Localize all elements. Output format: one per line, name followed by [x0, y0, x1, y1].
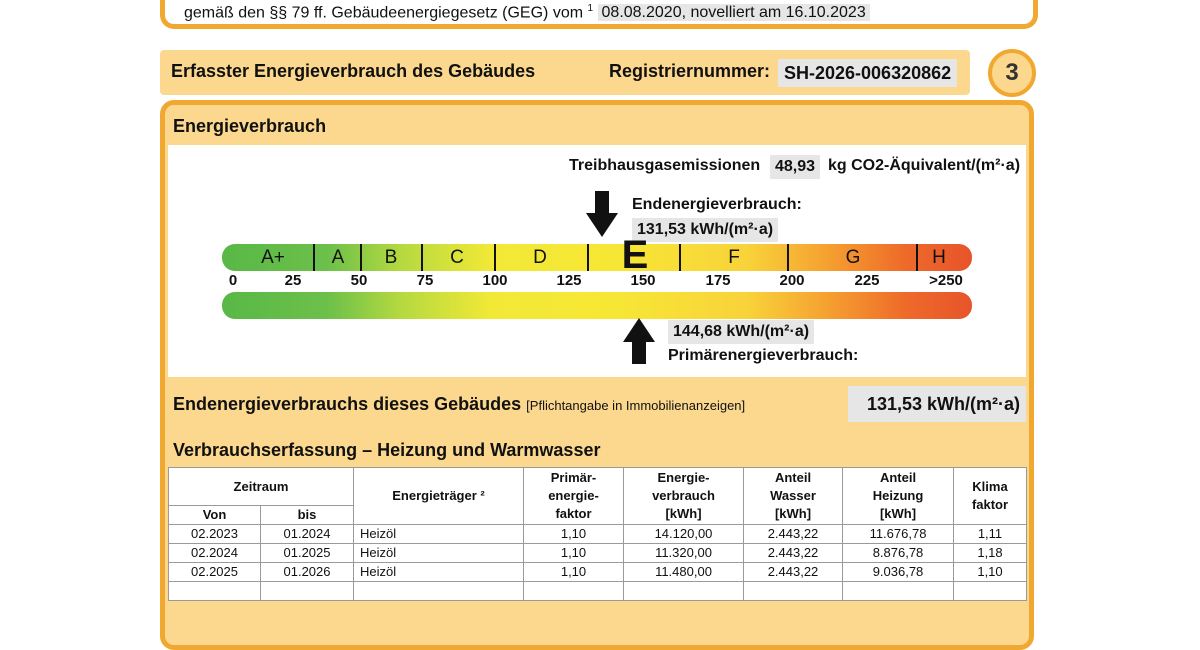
table-cell: 1,18: [954, 544, 1027, 563]
class-separator: [421, 244, 423, 271]
energy-section-title: Energieverbrauch: [173, 116, 327, 136]
table-cell: 9.036,78: [843, 563, 954, 582]
co2-label: Treibhausgasemissionen: [569, 157, 761, 174]
energy-class-a-plus: A+: [261, 247, 285, 268]
energy-class-g: G: [845, 247, 861, 268]
class-separator: [679, 244, 681, 271]
energy-class-a: A: [331, 247, 345, 268]
co2-unit: kg CO2-Äquivalent/(m²·a): [828, 157, 1021, 174]
scale-tick-label: 125: [556, 272, 582, 289]
page-number-badge: 3: [988, 49, 1036, 97]
table-cell: 2.443,22: [744, 525, 843, 544]
consumption-record-title: Verbrauchserfassung – Heizung und Warmwasser: [173, 440, 601, 460]
co2-value: 48,93: [770, 155, 820, 179]
scale-tick-label: 100: [482, 272, 508, 289]
legal-basis-date: 08.08.2020, novelliert am 16.10.2023: [598, 4, 870, 21]
final-energy-label: Endenergieverbrauch:: [632, 196, 802, 213]
table-row: [169, 544, 1027, 563]
table-cell: 1,11: [954, 525, 1027, 544]
primary-energy-value: 144,68 kWh/(m²·a): [668, 320, 814, 344]
footnote-marker: 1: [587, 3, 594, 14]
energy-scale-bar: [222, 292, 972, 319]
table-cell: 11.320,00: [624, 544, 744, 563]
table-cell: 2.443,22: [744, 544, 843, 563]
consumption-table: [168, 467, 1027, 601]
energy-class-e: E: [621, 233, 649, 277]
table-cell: 1,10: [954, 563, 1027, 582]
scale-tick-label: 0: [228, 272, 238, 289]
table-cell: 01.2026: [261, 563, 354, 582]
class-separator: [787, 244, 789, 271]
table-row: [169, 563, 1027, 582]
table-cell: 02.2023: [169, 525, 261, 544]
table-cell: 14.120,00: [624, 525, 744, 544]
col-energieverbrauch: Energie- verbrauch [kWh]: [624, 468, 744, 525]
table-cell: 2.443,22: [744, 563, 843, 582]
building-consumption-title: [173, 394, 745, 415]
primary-energy-label: Primärenergieverbrauch:: [668, 347, 859, 364]
table-cell: [843, 582, 954, 601]
table-cell: Heizöl: [354, 544, 524, 563]
scale-tick-label: 50: [350, 272, 368, 289]
energy-class-b: B: [384, 247, 398, 268]
col-anteil-heizung: Anteil Heizung [kWh]: [843, 468, 954, 525]
col-bis: bis: [261, 506, 354, 525]
page-title: Erfasster Energieverbrauch des Gebäudes: [171, 61, 536, 81]
class-separator: [313, 244, 315, 271]
table-cell: 01.2024: [261, 525, 354, 544]
class-separator: [494, 244, 496, 271]
table-cell: Heizöl: [354, 525, 524, 544]
registration-label: Registriernummer:: [609, 61, 771, 81]
legal-basis-text: gemäß den §§ 79 ff. Gebäudeenergiegesetz (GEG) vom: [184, 4, 584, 22]
scale-tick-label: 175: [705, 272, 731, 289]
table-cell: 1,10: [524, 563, 624, 582]
energy-class-f: F: [728, 247, 740, 268]
table-row: [169, 525, 1027, 544]
consumption-table-body: [169, 525, 1027, 601]
col-primaerenergiefaktor: Primär- energie- faktor: [524, 468, 624, 525]
table-cell: [354, 582, 524, 601]
col-zeitraum: Zeitraum: [169, 468, 354, 506]
final-energy-value: 131,53 kWh/(m²·a): [632, 218, 778, 242]
scale-tick-label: 150: [630, 272, 656, 289]
col-energietraeger: Energieträger ²: [354, 468, 524, 525]
scale-tick-label: 200: [779, 272, 805, 289]
table-cell: 02.2024: [169, 544, 261, 563]
table-cell: 11.676,78: [843, 525, 954, 544]
col-klimafaktor: Klima faktor: [954, 468, 1027, 525]
table-cell: 11.480,00: [624, 563, 744, 582]
table-cell: 8.876,78: [843, 544, 954, 563]
scale-tick-label: 75: [416, 272, 434, 289]
class-separator: [587, 244, 589, 271]
table-cell: [624, 582, 744, 601]
final-energy-arrow-icon: [586, 191, 618, 237]
table-cell: [744, 582, 843, 601]
building-consumption-label: Endenergieverbrauchs dieses Gebäudes: [173, 394, 522, 414]
class-separator: [360, 244, 362, 271]
table-cell: 01.2025: [261, 544, 354, 563]
table-cell: 02.2025: [169, 563, 261, 582]
energy-class-c: C: [450, 247, 464, 268]
col-anteil-wasser: Anteil Wasser [kWh]: [744, 468, 843, 525]
table-cell: [954, 582, 1027, 601]
table-cell: 1,10: [524, 525, 624, 544]
building-consumption-value: 131,53 kWh/(m²·a): [866, 394, 1020, 414]
energy-class-d: D: [533, 247, 547, 268]
scale-tick-label: 25: [284, 272, 302, 289]
energy-class-h: H: [932, 247, 946, 268]
table-cell: [261, 582, 354, 601]
table-cell: 1,10: [524, 544, 624, 563]
registration-number: SH-2026-006320862: [778, 59, 957, 87]
table-cell: [524, 582, 624, 601]
scale-tick-label: 225: [854, 272, 880, 289]
primary-energy-arrow-icon: [623, 318, 655, 364]
mandatory-note: [Pflichtangabe in Immobilienanzeigen]: [526, 398, 746, 413]
table-row: [169, 582, 1027, 601]
table-cell: [169, 582, 261, 601]
scale-tick-label: >250: [929, 272, 963, 289]
col-von: Von: [169, 506, 261, 525]
table-cell: Heizöl: [354, 563, 524, 582]
class-separator: [916, 244, 918, 271]
legal-basis-line: [184, 0, 870, 22]
